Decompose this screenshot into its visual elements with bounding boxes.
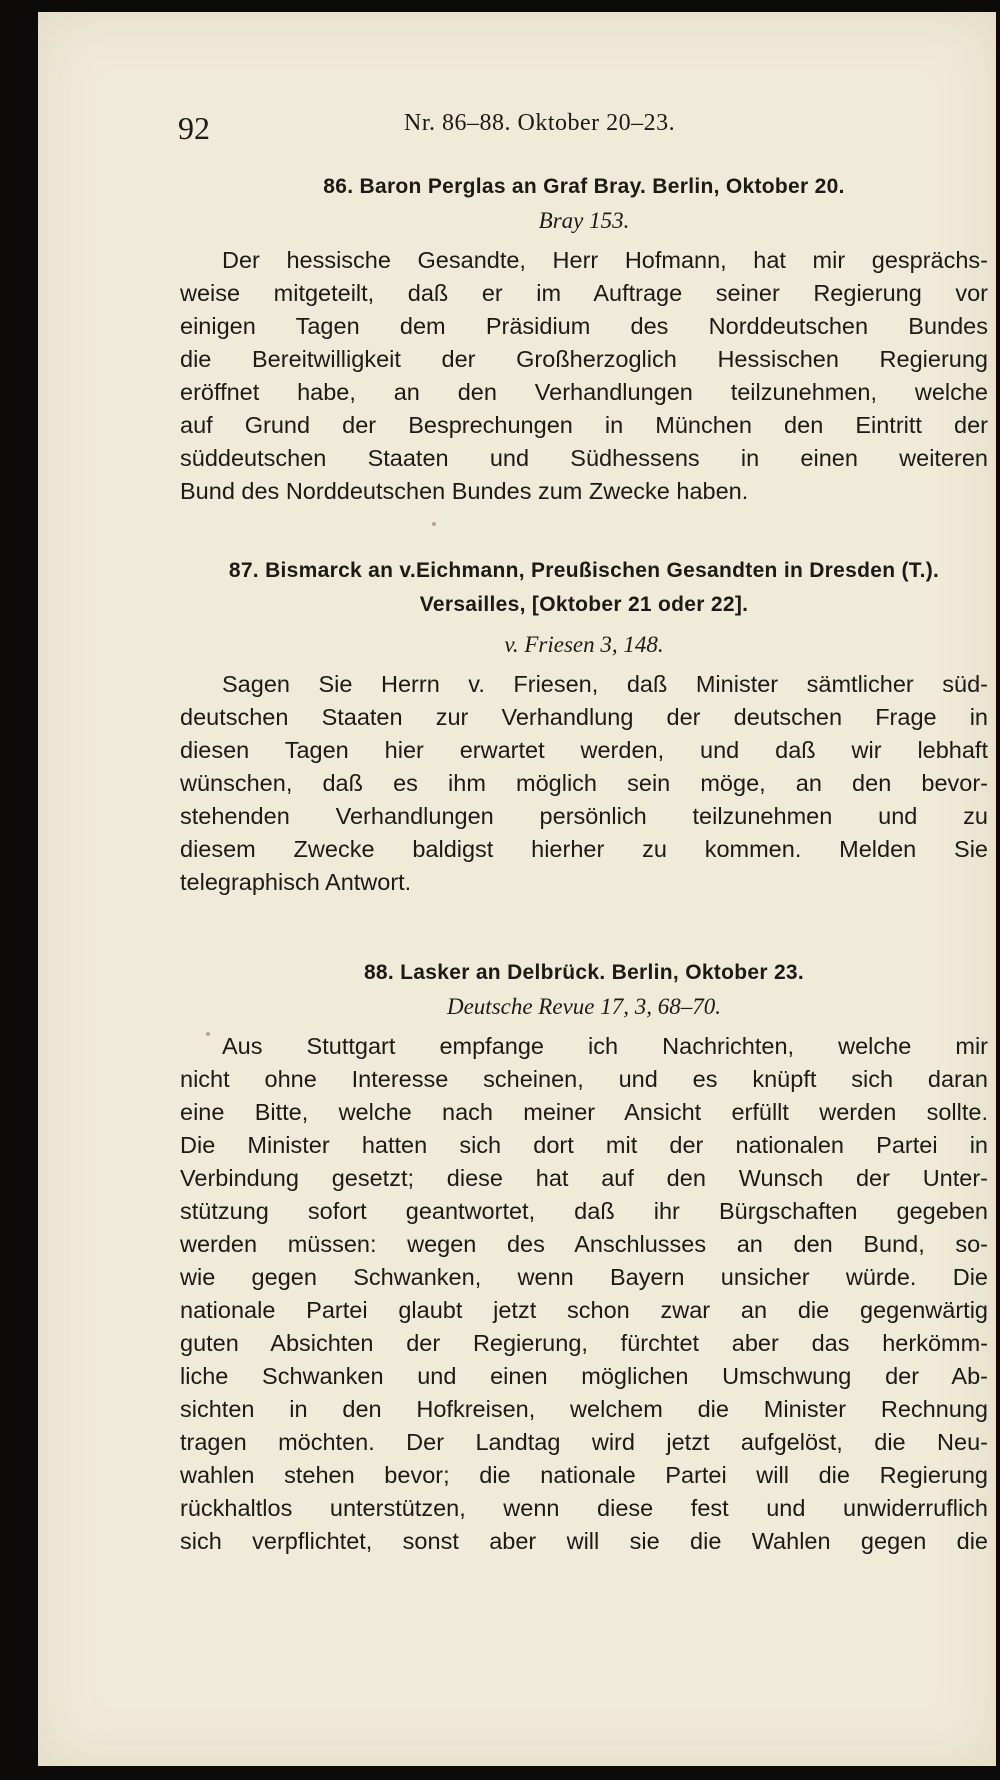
text-line: auf Grund der Besprechungen in München den Eintritt der	[180, 412, 988, 438]
text-line: die Bereitwilligkeit der Großherzoglich Hessischen Regierung	[180, 346, 988, 372]
text-line: Aus Stuttgart empfange ich Nachrichten, welche mir	[222, 1033, 988, 1059]
book-page	[38, 12, 996, 1766]
page-number: 92	[178, 110, 210, 146]
document-heading: 86. Baron Perglas an Graf Bray. Berlin, Oktober 20.	[323, 175, 845, 198]
text-line: wahlen stehen bevor; die nationale Partei will die Regierung	[180, 1462, 988, 1488]
text-line: stützung sofort geantwortet, daß ihr Bürgschaften gegeben	[180, 1198, 988, 1224]
text-line: stehenden Verhandlungen persönlich teilzunehmen und zu	[180, 803, 988, 829]
text-line: süddeutschen Staaten und Südhessens in einen weiteren	[180, 445, 988, 471]
text-line: eröffnet habe, an den Verhandlungen teilzunehmen, welche	[180, 379, 988, 405]
text-line: wie gegen Schwanken, wenn Bayern unsicher würde. Die	[180, 1264, 988, 1290]
document-body	[180, 244, 988, 508]
text-line: guten Absichten der Regierung, fürchtet aber das herkömm-	[180, 1330, 988, 1356]
paper-speck	[432, 522, 436, 526]
text-line: weise mitgeteilt, daß er im Auftrage seiner Regierung vor	[180, 280, 988, 306]
paper-speck	[206, 1032, 210, 1036]
text-line: eine Bitte, welche nach meiner Ansicht erfüllt werden sollte.	[180, 1099, 988, 1125]
page-header	[38, 100, 996, 160]
text-line: telegraphisch Antwort.	[180, 869, 412, 895]
text-line: Die Minister hatten sich dort mit der nationalen Partei in	[180, 1132, 988, 1158]
document-body	[180, 1030, 988, 1558]
text-line: sichten in den Hofkreisen, welchem die Minister Rechnung	[180, 1396, 988, 1422]
text-line: diesen Tagen hier erwartet werden, und daß wir lebhaft	[180, 737, 988, 763]
text-line: werden müssen: wegen des Anschlusses an den Bund, so-	[180, 1231, 988, 1257]
text-line: diesem Zwecke baldigst hierher zu kommen. Melden Sie	[180, 836, 988, 862]
document-87	[180, 554, 988, 899]
document-body	[180, 668, 988, 899]
text-line: tragen möchten. Der Landtag wird jetzt aufgelöst, die Neu-	[180, 1429, 988, 1455]
text-line: liche Schwanken und einen möglichen Umschwung der Ab-	[180, 1363, 988, 1389]
text-line: Der hessische Gesandte, Herr Hofmann, hat mir gesprächs-	[222, 247, 988, 273]
document-heading: 87. Bismarck an v.Eichmann, Preußischen Gesandten in Dresden (T.).	[228, 559, 940, 582]
text-line: nationale Partei glaubt jetzt schon zwar an die gegenwärtig	[180, 1297, 988, 1323]
document-source: v. Friesen 3, 148.	[504, 632, 664, 657]
text-line: sich verpflichtet, sonst aber will sie die Wahlen gegen die	[180, 1528, 988, 1554]
text-line: wünschen, daß es ihm möglich sein möge, an den bevor-	[180, 770, 988, 796]
text-line: Bund des Norddeutschen Bundes zum Zwecke haben.	[180, 478, 749, 504]
document-heading: 88. Lasker an Delbrück. Berlin, Oktober 23.	[363, 961, 805, 984]
document-heading-place-date: Versailles, [Oktober 21 oder 22].	[419, 593, 749, 616]
document-86	[180, 170, 988, 508]
document-88	[180, 956, 988, 1558]
document-source: Bray 153.	[538, 208, 630, 233]
text-line: rückhaltlos unterstützen, wenn diese fest und unwiderruflich	[180, 1495, 988, 1521]
text-line: einigen Tagen dem Präsidium des Norddeutschen Bundes	[180, 313, 988, 339]
running-head: Nr. 86–88. Oktober 20–23.	[404, 110, 676, 136]
text-line: Sagen Sie Herrn v. Friesen, daß Minister sämtlicher süd-	[222, 671, 988, 697]
document-source: Deutsche Revue 17, 3, 68–70.	[446, 994, 721, 1019]
text-line: Verbindung gesetzt; diese hat auf den Wunsch der Unter-	[180, 1165, 988, 1191]
text-line: deutschen Staaten zur Verhandlung der deutschen Frage in	[180, 704, 988, 730]
text-line: nicht ohne Interesse scheinen, und es knüpft sich daran	[180, 1066, 988, 1092]
